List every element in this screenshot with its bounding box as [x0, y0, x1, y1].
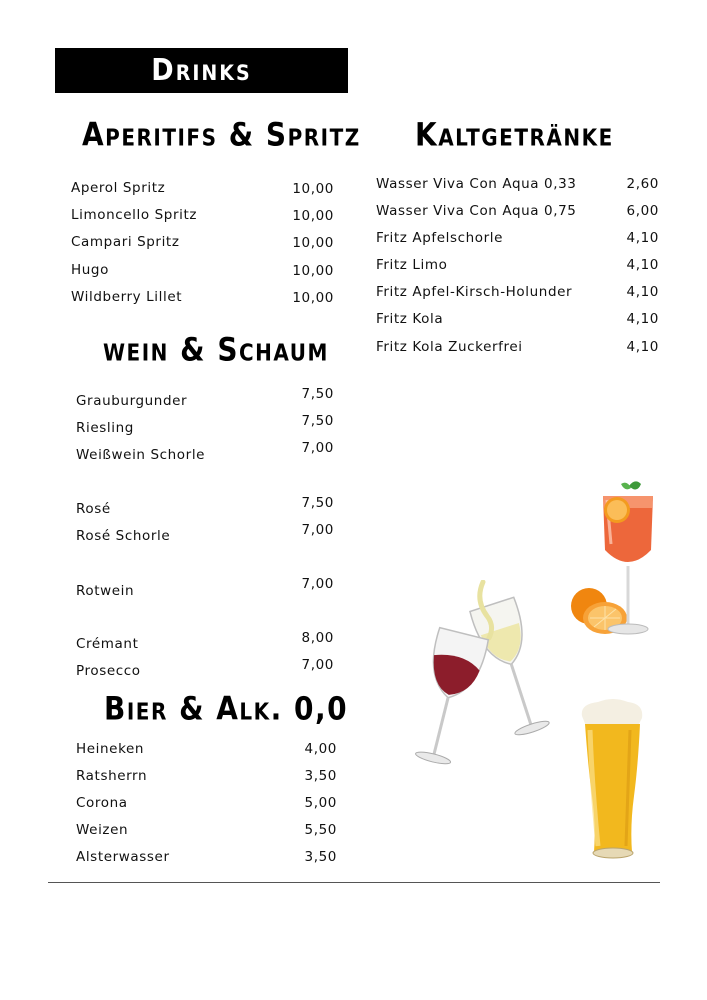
list-item-name: Campari Spritz [71, 234, 180, 250]
list-item-price: 3,50 [304, 768, 337, 784]
list-item-price: 5,00 [304, 795, 337, 811]
spritz-glass-icon [565, 478, 660, 643]
list-item-price: 10,00 [292, 235, 334, 251]
menu-title-banner [55, 48, 348, 93]
list-item-name: Rotwein [76, 583, 135, 599]
list-item-name: Crémant [76, 636, 139, 652]
list-item-price: 10,00 [292, 208, 334, 224]
list-item-price: 7,50 [301, 386, 334, 402]
list-item-price: 7,50 [301, 413, 334, 429]
list-item-name: Wildberry Lillet [71, 289, 183, 305]
list-item-name: Corona [76, 795, 128, 811]
list-item-name: Limoncello Spritz [71, 207, 198, 223]
menu-title: Drinks [151, 53, 252, 88]
list-item-name: Fritz Kola [376, 311, 444, 327]
heading-kalt: Kaltgetränke [415, 115, 614, 154]
list-item-price: 4,10 [626, 311, 659, 327]
list-item-name: Rosé Schorle [76, 528, 171, 544]
list-item-name: Aperol Spritz [71, 180, 166, 196]
list-item-name: Weizen [76, 822, 129, 838]
list-item-price: 7,00 [301, 576, 334, 592]
list-item-name: Fritz Apfelschorle [376, 230, 504, 246]
heading-wein: wein & Schaum [103, 330, 329, 369]
heading-aperitifs: Aperitifs & Spritz [82, 115, 361, 154]
list-item-price: 7,00 [301, 522, 334, 538]
heading-bier: Bier & Alk. 0,0 [104, 689, 349, 728]
list-item-name: Weißwein Schorle [76, 447, 206, 463]
list-item-name: Grauburgunder [76, 393, 188, 409]
list-item-name: Fritz Apfel-Kirsch-Holunder [376, 284, 573, 300]
wine-glasses-icon [405, 580, 555, 770]
list-item-name: Prosecco [76, 663, 141, 679]
list-item-price: 8,00 [301, 630, 334, 646]
list-item-name: Fritz Limo [376, 257, 448, 273]
list-item-price: 4,10 [626, 339, 659, 355]
list-item-price: 4,10 [626, 230, 659, 246]
list-item-price: 10,00 [292, 263, 334, 279]
list-item-name: Wasser Viva Con Aqua 0,75 [376, 203, 577, 219]
list-item-name: Riesling [76, 420, 134, 436]
list-item-name: Heineken [76, 741, 145, 757]
list-item-name: Hugo [71, 262, 109, 278]
list-item-price: 6,00 [626, 203, 659, 219]
list-item-name: Alsterwasser [76, 849, 170, 865]
list-item-name: Wasser Viva Con Aqua 0,33 [376, 176, 577, 192]
list-item-price: 7,00 [301, 657, 334, 673]
list-item-price: 7,50 [301, 495, 334, 511]
list-item-price: 3,50 [304, 849, 337, 865]
list-item-price: 2,60 [626, 176, 659, 192]
list-item-price: 4,00 [304, 741, 337, 757]
list-item-price: 10,00 [292, 181, 334, 197]
list-item-name: Fritz Kola Zuckerfrei [376, 339, 523, 355]
list-item-name: Ratsherrn [76, 768, 148, 784]
list-item-price: 10,00 [292, 290, 334, 306]
list-item-price: 7,00 [301, 440, 334, 456]
list-item-price: 4,10 [626, 257, 659, 273]
footer-divider [48, 882, 660, 883]
list-item-price: 4,10 [626, 284, 659, 300]
list-item-name: Rosé [76, 501, 111, 517]
list-item-price: 5,50 [304, 822, 337, 838]
beer-glass-icon [578, 696, 648, 866]
